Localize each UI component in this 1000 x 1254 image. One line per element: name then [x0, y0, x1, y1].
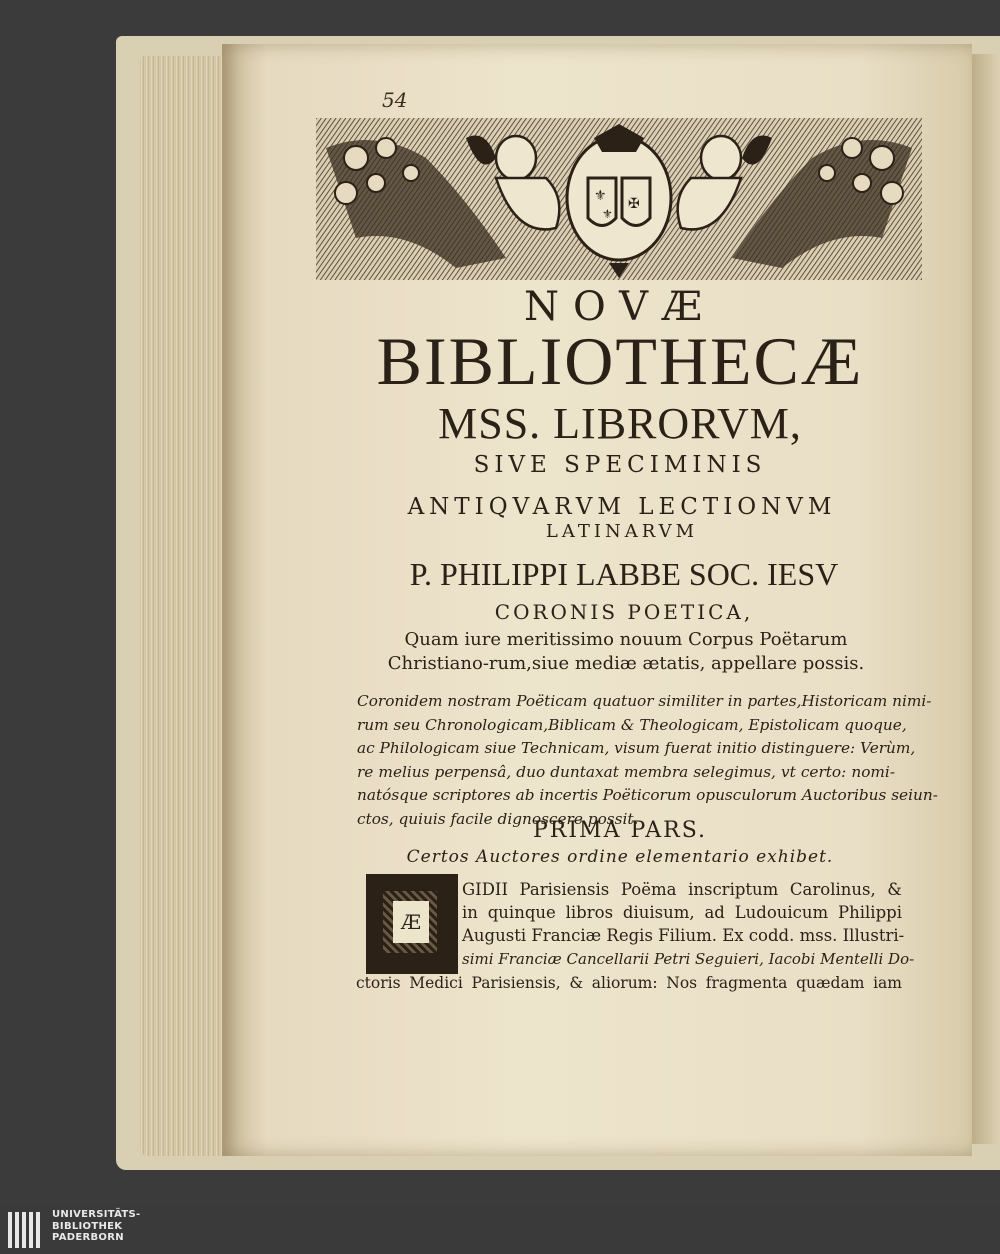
title-line-1: NOVÆ: [523, 284, 716, 330]
body-text: in quinque libros diuisum, ad Ludouicum Philippi: [462, 903, 902, 922]
body-text: ctoris Medici Parisiensis, & aliorum: Nos fragmenta quædam iam: [356, 974, 902, 992]
library-name-line: BIBLIOTHEK: [52, 1220, 123, 1232]
section-subtitle: Certos Auctores ordine elementario exhibet.: [406, 847, 834, 867]
work-title-line: CORONIS POETICA,: [494, 600, 754, 624]
intro-line: rum seu Chronologicam,Biblicam & Theologicam, Epistolicam quoque,: [357, 715, 907, 734]
body-text: Augusti Franciæ Regis Filium. Ex codd. mss. Illustri-: [462, 926, 905, 945]
body-line: [462, 950, 915, 968]
library-name-line: UNIVERSITÄTS-: [52, 1209, 141, 1220]
woodcut-headpiece-ornament: [316, 118, 922, 280]
decorated-initial: [366, 874, 458, 974]
title-line-5: ANTIQVARVM LECTIONVM: [407, 494, 837, 520]
svg-text:✠: ✠: [628, 196, 640, 212]
title-line-3: MSS. LIBRORVM,: [438, 399, 802, 448]
footer-bar: [0, 1204, 1000, 1254]
library-logo-icon: [6, 1210, 46, 1250]
intro-line: Coronidem nostram Poëticam quatuor similiter in partes,Historicam nimi-: [357, 692, 932, 710]
subtitle-paragraph: Quam iure meritissimo nouum Corpus Poëtarum Christiano-rum,siue mediæ ætatis, appellare possis.: [387, 629, 865, 674]
library-name-line: PADERBORN: [52, 1232, 124, 1243]
title-line-6: LATINARVM: [545, 521, 699, 542]
section-title: PRIMA PARS.: [533, 818, 707, 843]
intro-paragraph: [357, 690, 938, 831]
page-edges: [140, 56, 230, 1156]
svg-text:⚜: ⚜: [594, 188, 607, 204]
facing-page-edge: [968, 54, 1000, 1144]
intro-line: ctos, quiuis facile dignoscere possit.: [357, 809, 639, 828]
body-text: simi Franciæ Cancellarii Petri Seguieri, Iacobi Mentelli Do-: [462, 950, 915, 968]
intro-line: re melius perpensâ, duo duntaxat membra selegimus, vt certo: nomi-: [357, 762, 895, 781]
page-number: 54: [382, 88, 408, 112]
initial-letter: Æ: [393, 901, 429, 943]
intro-line: ac Philologicam siue Technicam, visum fuerat initio distinguere: Verùm,: [357, 739, 916, 757]
body-text: GIDII Parisiensis Poëma inscriptum Carolinus, &: [462, 880, 902, 899]
library-name: [52, 1209, 141, 1244]
body-line: [462, 926, 905, 945]
title-line-4: SIVE SPECIMINIS: [473, 452, 767, 478]
body-line: [462, 880, 902, 899]
body-line: [462, 903, 902, 922]
body-line: [356, 974, 902, 992]
title-line-2: BIBLIOTHECÆ: [376, 323, 864, 399]
author-line: P. PHILIPPI LABBE SOC. IESV: [409, 556, 839, 592]
intro-line: natósque scriptores ab incertis Poëticorum opusculorum Auctoribus seiun-: [357, 786, 938, 804]
svg-text:⚜: ⚜: [602, 207, 613, 221]
